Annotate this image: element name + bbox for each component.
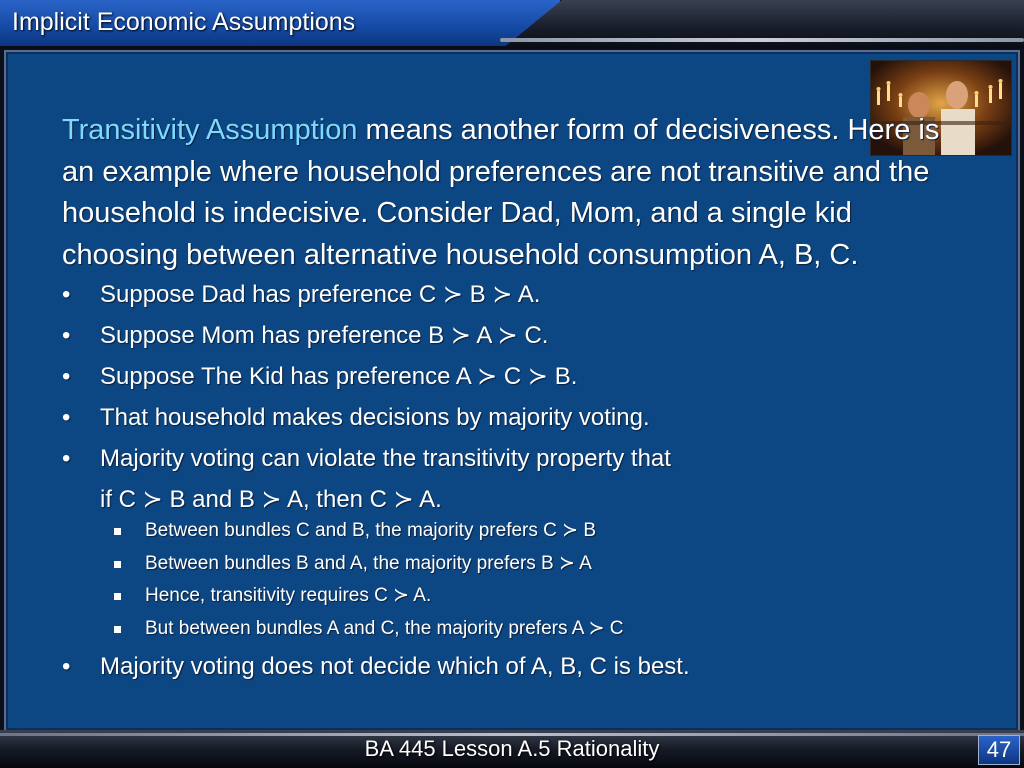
bullet-marker: • [62,445,71,472]
header-divider [500,38,1024,42]
bullet-text: That household makes decisions by majority voting. [100,404,650,431]
square-bullet-icon [114,626,121,633]
bullet-marker: • [62,322,71,349]
bullet-marker: • [62,363,71,390]
bullet-marker: • [62,652,71,680]
footer-course-label: BA 445 Lesson A.5 Rationality [364,736,660,761]
bullet-marker: • [62,281,71,308]
term-highlight: Transitivity Assumption [62,114,358,146]
sub-bullet-text: Hence, transitivity requires C ≻ A. [145,585,432,606]
sub-list-item [100,520,962,542]
list-item [62,403,962,432]
sub-bullet-text: Between bundles C and B, the majority prefers C ≻ B [145,520,597,541]
bullet-list [62,280,962,681]
list-item [62,321,962,350]
bullet-marker: • [62,404,71,431]
sub-bullet-list [100,520,962,640]
intro-text: means another form of decisiveness. Here is an example where household preferences are not transitive and the household is indecisive. Consider Dad, Mom, and a single kid choosing between alternative household consumption A, B, C. [62,114,940,271]
slide-title: Implicit Economic Assumptions [12,8,356,36]
list-item [62,444,962,640]
list-item [62,280,962,309]
page-number-box [978,735,1020,765]
bullet-text: Majority voting does not decide which of A, B, C is best. [100,652,690,680]
list-item [62,652,962,681]
sub-bullet-text: Between bundles B and A, the majority prefers B ≻ A [145,552,592,574]
slide-footer [0,730,1024,768]
page-number: 47 [986,737,1012,762]
bullet-text: Suppose Mom has preference B ≻ A ≻ C. [100,322,549,349]
slide-body [62,110,962,693]
bullet-text: Majority voting can violate the transitivity property that [100,445,671,472]
intro-paragraph [62,110,962,276]
slide-header [0,0,1024,48]
sub-list-item [100,585,962,607]
bullet-text: Suppose The Kid has preference A ≻ C ≻ B. [100,363,578,390]
sub-list-item [100,618,962,640]
bullet-continuation: if C ≻ B and B ≻ A, then C ≻ A. [100,486,442,513]
bullet-text: Suppose Dad has preference C ≻ B ≻ A. [100,281,541,308]
square-bullet-icon [114,528,121,535]
sub-bullet-text: But between bundles A and C, the majority prefers A ≻ C [145,617,624,639]
square-bullet-icon [114,561,121,568]
sub-list-item [100,553,962,575]
square-bullet-icon [114,593,121,600]
list-item [62,362,962,391]
